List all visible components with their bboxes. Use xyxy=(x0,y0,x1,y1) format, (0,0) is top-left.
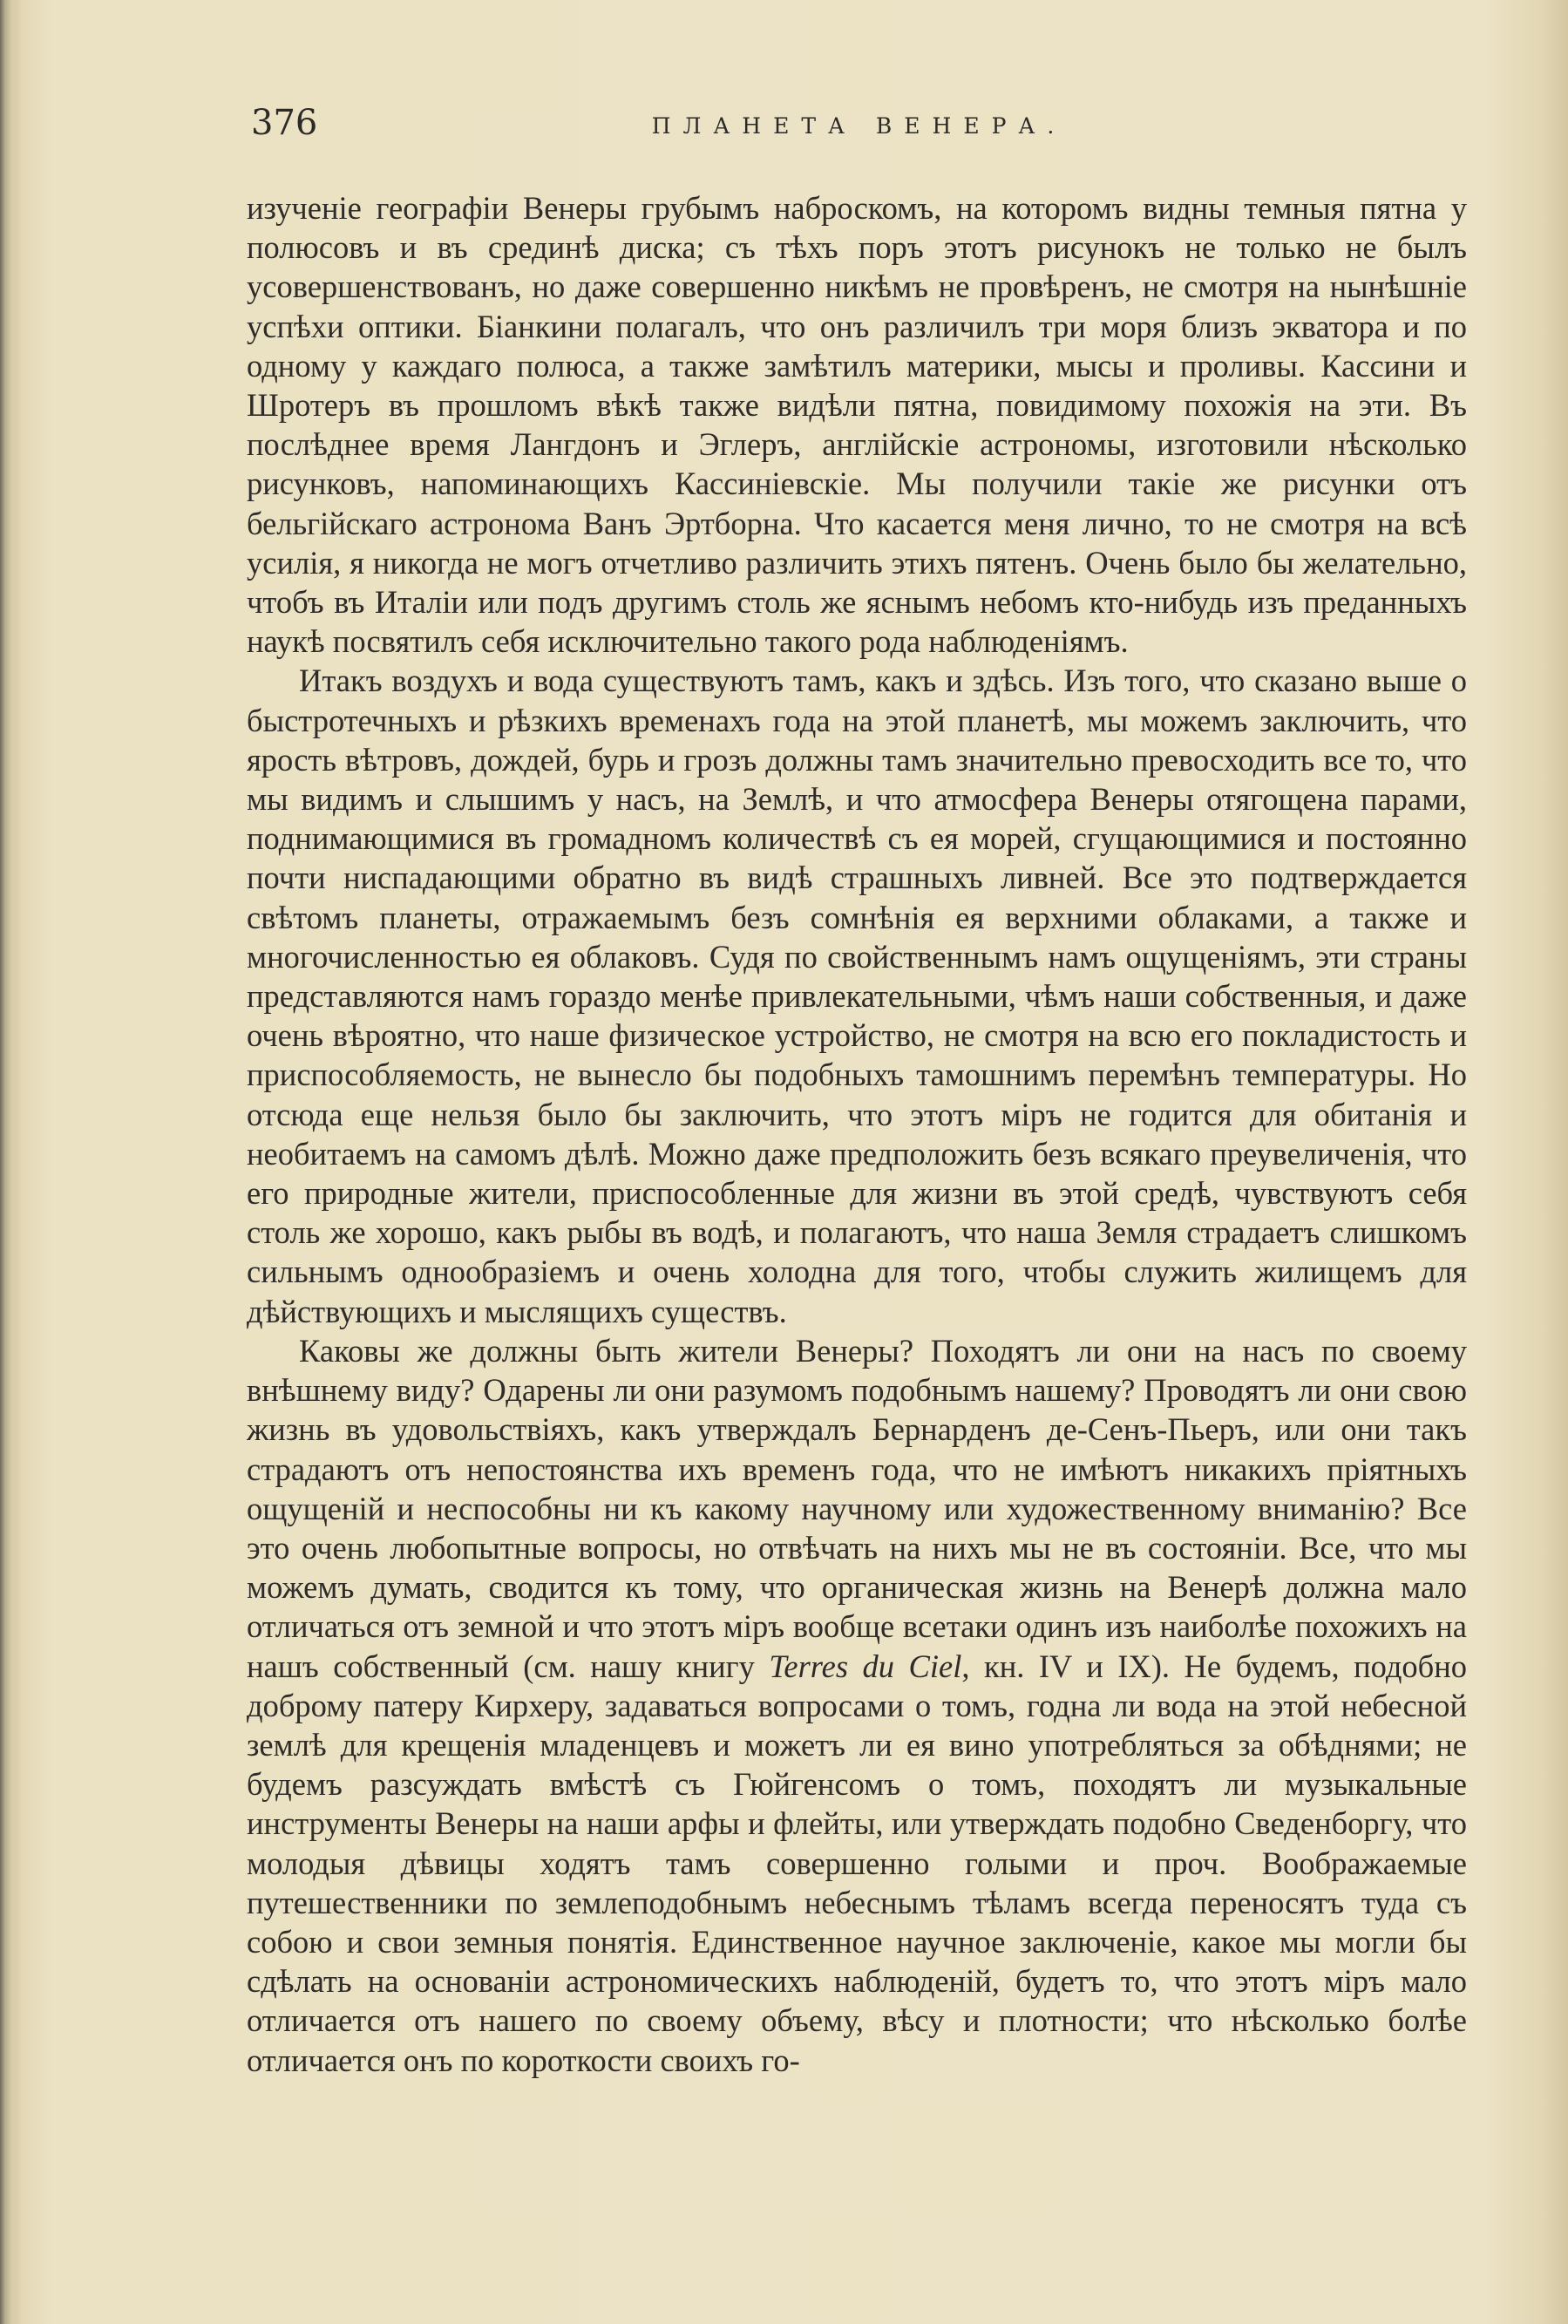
page-gutter-shadow xyxy=(0,0,23,2324)
page-number: 376 xyxy=(251,103,318,143)
paragraph-3-text-start: Каковы же должны быть жители Венеры? Походятъ ли они на насъ по своему внѣшнему виду? Одарены ли они разумомъ подобнымъ нашему? Проводятъ ли они свою жизнь въ удовольствіяхъ, какъ утверждалъ Бернарденъ де-Сенъ-Пьеръ, или они такъ страдаютъ отъ непостоянства ихъ временъ года, что не имѣютъ никакихъ пріятныхъ ощущеній и неспособны ни къ какому научному или художественному вниманію? Все это очень любопытные вопросы, но отвѣчать на нихъ мы не въ состояніи. Все, что мы можемъ думать, сводится къ тому, что органическая жизнь на Венерѣ должна мало отличаться отъ земной и что этотъ міръ вообще всетаки одинъ изъ наиболѣе похожихъ на нашъ собственный (см. нашу книгу xyxy=(247,1332,1467,1684)
paragraph-3 xyxy=(247,1331,1467,2080)
paragraph-3-text-end: , кн. IV и IX). Не будемъ, подобно доброму патеру Кирхеру, задаваться вопросами о томъ, годна ли вода на этой небесной землѣ для крещенія младенцевъ и можетъ ли ея вино употребляться за обѣднями; не будемъ разсуждать вмѣстѣ съ Гюйгенсомъ о томъ, походятъ ли музыкальные инструменты Венеры на наши арфы и флейты, или утверждать подобно Сведенборгу, что молодыя дѣвицы ходятъ тамъ совершенно голыми и проч. Воображаемые путешественники по землеподобнымъ небеснымъ тѣламъ всегда переносятъ туда съ собою и свои земныя понятія. Единственное научное заключеніе, какое мы могли бы сдѣлать на основаніи астрономическихъ наблюденій, будетъ то, что этотъ міръ мало отличается отъ нашего по своему объему, вѣсу и плотности; что нѣсколько болѣе отличается онъ по короткости своихъ го- xyxy=(247,1648,1468,2078)
paragraph-2: Итакъ воздухъ и вода существуютъ тамъ, какъ и здѣсь. Изъ того, что сказано выше о быстротечныхъ и рѣзкихъ временахъ года на этой планетѣ, мы можемъ заключить, что ярость вѣтровъ, дождей, бурь и грозъ должны тамъ значительно превосходить все то, что мы видимъ и слышимъ у насъ, на Землѣ, и что атмосфера Венеры отягощена парами, поднимающимися въ громадномъ количествѣ съ ея морей, сгущающимися и постоянно почти ниспадающими обратно въ видѣ страшныхъ ливней. Все это подтверждается свѣтомъ планеты, отражаемымъ безъ сомнѣнія ея верхними облаками, а также и многочисленностью ея облаковъ. Судя по свойственнымъ намъ ощущеніямъ, эти страны представляются намъ гораздо менѣе привлекательными, чѣмъ наши собственныя, и даже очень вѣроятно, что наше физическое устройство, не смотря на всю его покладистость и приспособляемость, не вынесло бы подобныхъ тамошнимъ перемѣнъ температуры. Но отсюда еще нельзя было бы заключить, что этотъ міръ не годится для обитанія и необитаемъ на самомъ дѣлѣ. Можно даже предположить безъ всякаго преувеличенія, что его природные жители, приспособленные для жизни въ этой средѣ, чувствуютъ себя столь же хорошо, какъ рыбы въ водѣ, и полагаютъ, что наша Земля страдаетъ слишкомъ сильнымъ однообразіемъ и очень холодна для того, чтобы служить жилищемъ для дѣйствующихъ и мыслящихъ существъ. xyxy=(247,663,1467,1329)
body-text xyxy=(247,188,1467,2080)
running-title: ПЛАНЕТА ВЕНЕРА. xyxy=(651,113,1067,139)
page-header xyxy=(251,103,1467,155)
book-title-reference: Terres du Ciel xyxy=(769,1648,962,1684)
paragraph-1: изученіе географіи Венеры грубымъ наброскомъ, на которомъ видны темныя пятна у полюсовъ и въ срединѣ диска; съ тѣхъ поръ этотъ рисунокъ не только не былъ усовершенствованъ, но даже совершенно никѣмъ не провѣренъ, не смотря на нынѣшніе успѣхи оптики. Біанкини полагалъ, что онъ различилъ три моря близъ экватора и по одному у каждаго полюса, а также замѣтилъ материки, мысы и проливы. Кассини и Шротеръ въ прошломъ вѣкѣ также видѣли пятна, повидимому похожія на эти. Въ послѣднее время Лангдонъ и Эглеръ, англійскіе астрономы, изготовили нѣсколько рисунковъ, напоминающихъ Кассиніевскіе. Мы получили такіе же рисунки отъ бельгійскаго астронома Ванъ Эртборна. Что касается меня лично, то не смотря на всѣ усилія, я никогда не могъ отчетливо различить этихъ пятенъ. Очень было бы желательно, чтобъ въ Италіи или подъ другимъ столь же яснымъ небомъ кто-нибудь изъ преданныхъ наукѣ посвятилъ себя исключительно такого рода наблюденіямъ. xyxy=(247,190,1467,660)
